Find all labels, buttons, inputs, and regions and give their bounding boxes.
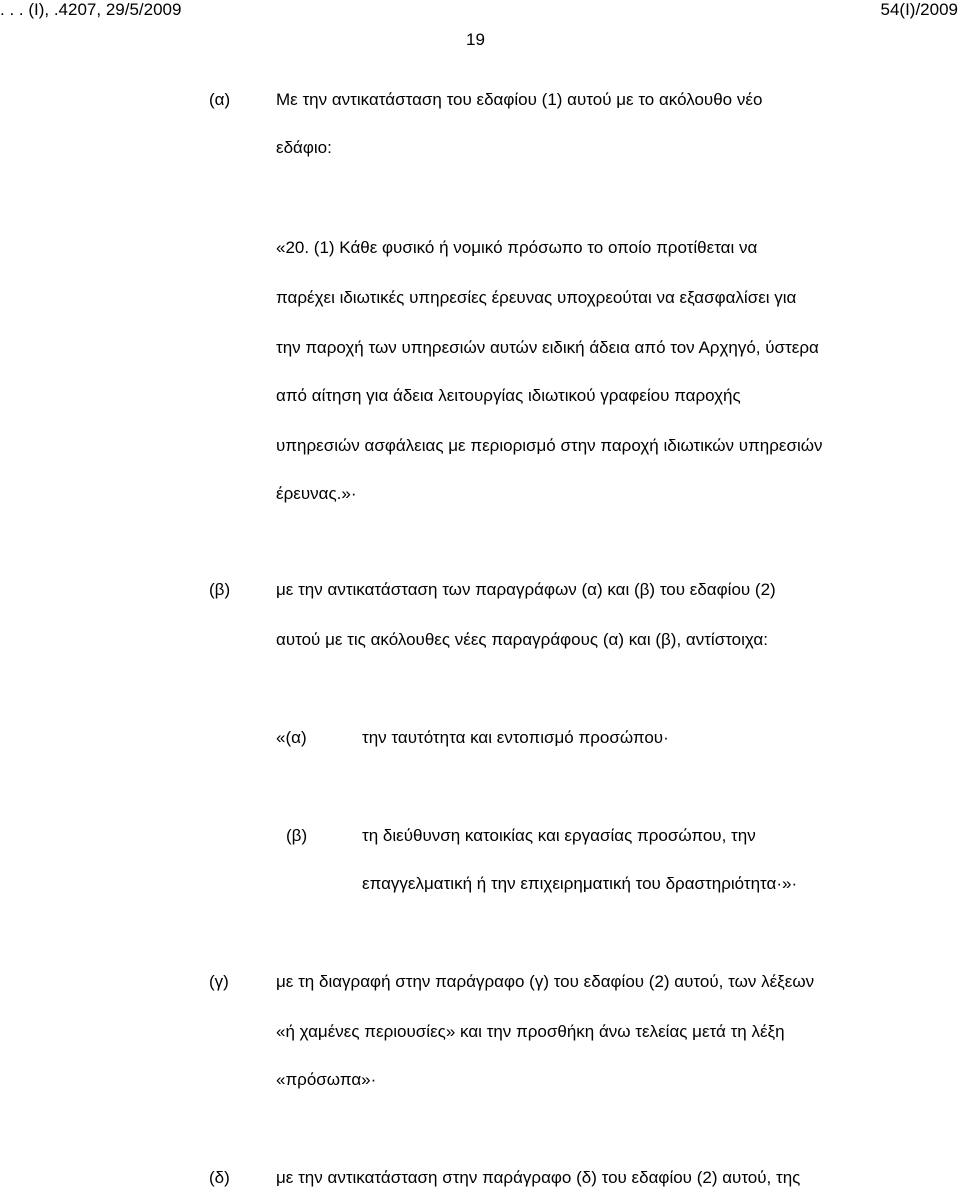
subparagraph-line: τη διεύθυνση κατοικίας και εργασίας προσώπου, την (362, 826, 756, 845)
quoted-text-line: «20. (1) Κάθε φυσικό ή νομικό πρόσωπο το οποίο προτίθεται να (276, 238, 758, 257)
paragraph-line: αυτού με τις ακόλουθες νέες παραγράφους (α) και (β), αντίστοιχα: (276, 630, 768, 649)
paragraph-marker: (α) (209, 90, 231, 109)
paragraph-line: με την αντικατάσταση των παραγράφων (α) και (β) του εδαφίου (2) (276, 580, 776, 599)
quoted-text-line: από αίτηση για άδεια λειτουργίας ιδιωτικού γραφείου παροχής (276, 386, 741, 405)
subparagraph-marker: (β) (286, 826, 308, 845)
paragraph-line: «ή χαμένες περιουσίες» και την προσθήκη άνω τελείας μετά τη λέξη (276, 1022, 785, 1041)
subparagraph-line: επαγγελματική ή την επιχειρηματική του δραστηριότητα·»· (362, 874, 798, 893)
header-gazette-reference: . . . (Ι), .4207, 29/5/2009 (0, 0, 182, 19)
quoted-text-line: έρευνας.»· (276, 484, 357, 503)
paragraph-line: Με την αντικατάσταση του εδαφίου (1) αυτού με το ακόλουθο νέο (276, 90, 763, 109)
paragraph-line: με την αντικατάσταση στην παράγραφο (δ) του εδαφίου (2) αυτού, της (276, 1168, 801, 1187)
quoted-text-line: παρέχει ιδιωτικές υπηρεσίες έρευνας υποχρεούται να εξασφαλίσει για (276, 288, 797, 307)
paragraph-line: «πρόσωπα»· (276, 1070, 377, 1089)
paragraph-marker: (δ) (209, 1168, 230, 1187)
quoted-text-line: υπηρεσιών ασφάλειας με περιορισμό στην παροχή ιδιωτικών υπηρεσιών (276, 436, 823, 455)
quoted-text-line: την παροχή των υπηρεσιών αυτών ειδική άδεια από τον Αρχηγό, ύστερα (276, 338, 819, 357)
paragraph-line: με τη διαγραφή στην παράγραφο (γ) του εδαφίου (2) αυτού, των λέξεων (276, 972, 815, 991)
paragraph-marker: (γ) (209, 972, 229, 991)
page-number: 19 (466, 30, 485, 49)
paragraph-marker: (β) (209, 580, 231, 599)
subparagraph-line: την ταυτότητα και εντοπισμό προσώπου· (362, 728, 669, 747)
subparagraph-marker: «(α) (276, 728, 307, 747)
header-law-number: 54(Ι)/2009 (880, 0, 958, 19)
paragraph-line: εδάφιο: (276, 138, 332, 157)
